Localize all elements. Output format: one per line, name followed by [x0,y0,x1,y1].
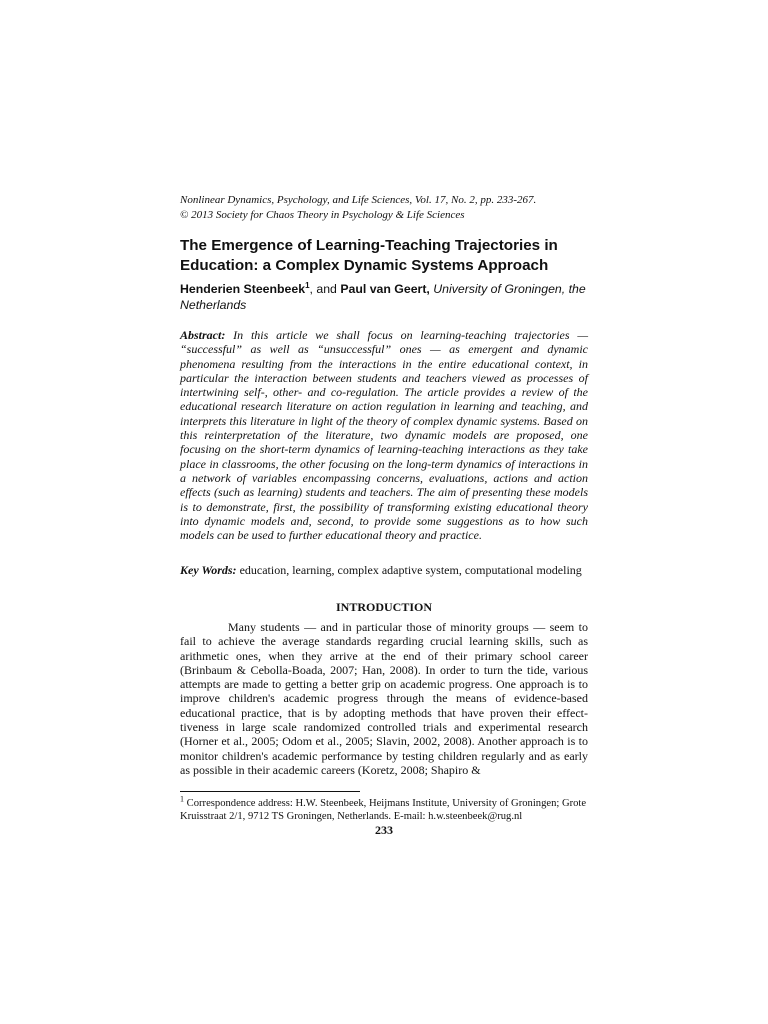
footnote-divider [180,791,360,792]
abstract-text: In this article we shall focus on learning-teaching trajectories — “successful” as well as “unsuccessful” ones — as emergent and dynamic phenomena resulting from the interactions in the entire educational context, in particular the interaction between students and teachers viewed as processes of intertwining self-, other- and co-regulation. The article provides a review of the educational research literature on action regulation in learning and teaching, and interprets this literature in light of the theory of complex dynamic systems. Based on this reinterpretation of the literature, two dynamic models are proposed, one focusing on the short-term dynamics of learning-teaching interactions as they take place in classrooms, the other focusing on the long-term dynamics of interactions in a network of variables encompassing concerns, evaluations, actions and action effects (such as learning) students and teachers. The aim of presenting these models is to demonstrate, first, the possibility of transforming existing educational theory into dynamic models and, second, to provide some suggestions as to how such models can be used to further educational theory and practice. [180,328,589,543]
key-words [180,563,588,577]
author-1-name: Henderien Steenbeek [180,282,306,296]
key-words-label: Key Words: [180,563,237,577]
abstract-label: Abstract: [180,328,226,342]
footnote-mark: 1 [180,794,184,804]
journal-header [180,193,588,223]
author-1-footnote-mark: 1 [305,280,310,290]
introduction-paragraph: Many students — and in particular those of minority groups — seem to fail to achieve the average standards regarding crucial learning skills, such as arithmetic ones, when they arrive at the end of their primary school career (Brinbaum & Cebolla-Boada, 2007; Han, 2008). In order to turn the tide, various attempts are made to getting a better grip on academic progress. One approach is to improve children's academic progress through the means of evidence-based educational practice, that is by adopting methods that have proven their effect-tiveness in large scale randomized controlled trials and experimental research (Horner et al., 2005; Odom et al., 2005; Slavin, 2002, 2008). Another approach is to monitor children's academic performance by testing children regularly and as early as possible in their academic careers (Koretz, 2008; Shapiro & [180,620,588,777]
key-words-text: education, learning, complex adaptive system, computational modeling [239,563,582,577]
article-title: The Emergence of Learning-Teaching Trajectories in Education: a Complex Dynamic Systems Approach [180,237,558,274]
author-affiliation: University of Groningen, the Netherlands [180,282,586,312]
author-2-name: Paul van Geert, [340,282,430,296]
abstract [180,328,588,542]
journal-citation: Nonlinear Dynamics, Psychology, and Life Sciences, Vol. 17, No. 2, pp. 233-267. [180,194,537,206]
section-heading-introduction: INTRODUCTION [335,600,432,614]
footnote [180,794,588,823]
footnote-text: Correspondence address: H.W. Steenbeek, Heijmans Institute, University of Groningen; Grote Kruisstraat 2/1, 9712 TS Groningen, Netherlands. E-mail: h.w.steenbeek@rug.nl [180,798,587,822]
journal-copyright: © 2013 Society for Chaos Theory in Psychology & Life Sciences [180,209,465,221]
page-number: 233 [375,823,393,837]
author-separator: , and [309,282,341,296]
article-authors [180,281,588,313]
